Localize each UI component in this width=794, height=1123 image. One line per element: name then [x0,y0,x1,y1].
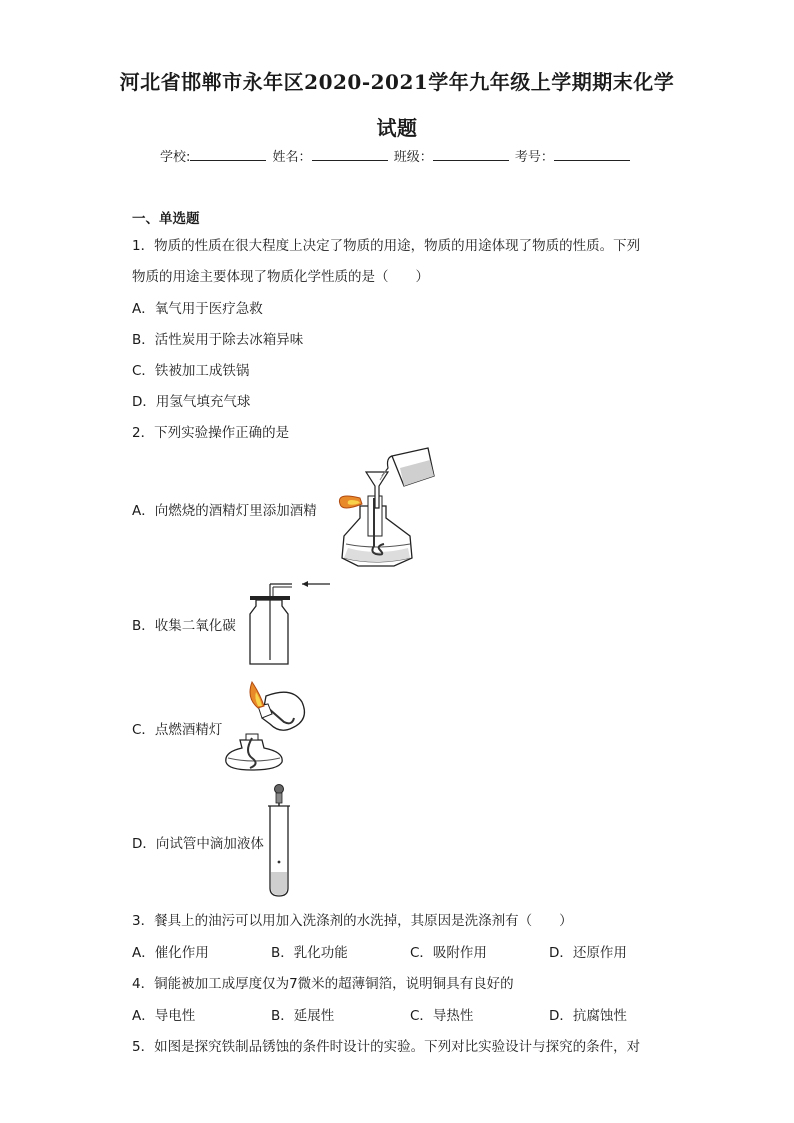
q1-option-c: C．铁被加工成铁锅 [132,363,250,379]
q3-option-a: A．催化作用 [132,945,209,961]
class-blank[interactable] [433,148,509,161]
q5-stem: 5．如图是探究铁制品锈蚀的条件时设计的实验。下列对比实验设计与探究的条件，对 [132,1039,641,1055]
name-label: 姓名： [272,150,312,165]
q4-option-c: C．导热性 [410,1008,474,1024]
q3-option-b: B．乳化功能 [271,945,348,961]
number-label: 考号： [514,150,554,165]
q4-option-b: B．延展性 [271,1008,335,1024]
q3-option-d: D．还原作用 [549,945,627,961]
school-blank[interactable] [190,148,266,161]
q2-stem: 2．下列实验操作正确的是 [132,425,290,441]
name-blank[interactable] [312,148,388,161]
gas-bottle-figure [240,574,334,668]
q2-option-d: D．向试管中滴加液体 [132,836,264,852]
dropper-test-tube-figure [264,780,294,898]
q2-option-c: C．点燃酒精灯 [132,722,223,738]
q1-stem-line2: 物质的用途主要体现了物质化学性质的是（ ） [132,269,429,285]
q1-option-a: A．氧气用于医疗急救 [132,301,263,317]
q4-stem: 4．铜能被加工成厚度仅为7微米的超薄铜箔，说明铜具有良好的 [132,976,514,992]
q1-stem-line1: 1．物质的性质在很大程度上决定了物质的用途，物质的用途体现了物质的性质。下列 [132,238,641,254]
paper-title-line2: 试题 [376,116,418,140]
q1-option-d: D．用氢气填充气球 [132,394,251,410]
q2-option-b: B．收集二氧化碳 [132,618,236,634]
q2-option-a: A．向燃烧的酒精灯里添加酒精 [132,503,317,519]
q4-option-a: A．导电性 [132,1008,196,1024]
number-blank[interactable] [554,148,630,161]
q3-stem: 3．餐具上的油污可以用加入洗涤剂的水洗掉，其原因是洗涤剂有（ ） [132,913,573,929]
class-label: 班级： [393,150,433,165]
school-label: 学校: [160,150,191,165]
q3-options-row [132,941,692,961]
q4-options-row [132,1004,692,1024]
q4-option-d: D．抗腐蚀性 [549,1008,627,1024]
paper-title-line1: 河北省邯郸市永年区2020-2021学年九年级上学期期末化学 [119,70,675,94]
lamp-lighting-figure [222,678,312,773]
section-heading: 一、单选题 [132,211,200,227]
q3-option-c: C．吸附作用 [410,945,487,961]
alcohol-lamp-refill-figure [330,446,440,571]
q1-option-b: B．活性炭用于除去冰箱异味 [132,332,304,348]
student-info-row [160,146,632,165]
